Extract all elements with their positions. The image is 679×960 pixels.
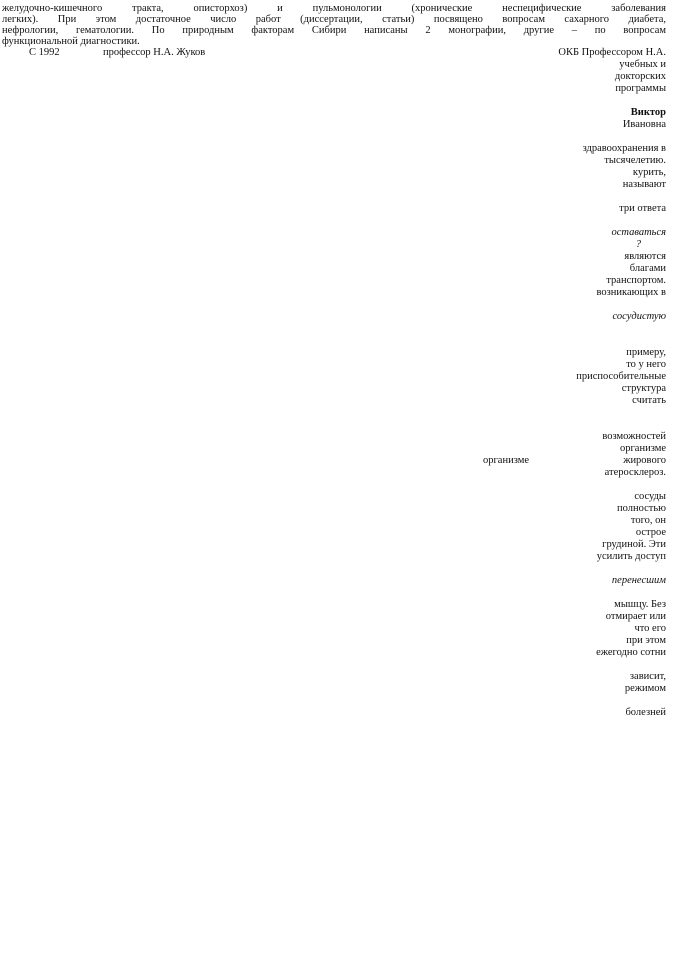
italic-fragment: перенесшим — [611, 575, 666, 586]
text-fragment: возникающих в — [596, 287, 666, 298]
text-fragment: отмирает или — [605, 611, 666, 622]
text-fragment: учебных и — [619, 59, 666, 70]
year-fragment: С 1992 — [29, 47, 60, 58]
text-fragment: тысячелетию. — [604, 155, 666, 166]
text-fragment: благами — [629, 263, 666, 274]
okb-fragment: ОКБ Профессором Н.А. — [558, 47, 666, 58]
text-fragment: три ответа — [619, 203, 666, 214]
text-fragment: того, он — [630, 515, 666, 526]
text-fragment: то у него — [626, 359, 666, 370]
text-fragment: курить, — [632, 167, 666, 178]
text-fragment: зависит, — [629, 671, 666, 682]
text-fragment: грудиной. Эти — [602, 539, 666, 550]
italic-fragment: сосудистую — [612, 311, 666, 322]
text-fragment: усилить доступ — [596, 551, 666, 562]
text-fragment: организме — [619, 443, 666, 454]
paragraph-line: легких). При этом достаточное число работ (диссертации, статьи) посвящено вопросам сахарного диабета, — [2, 14, 666, 25]
paragraph-line: желудочно-кишечного тракта, описторхоз) и пульмонологии (хронические неспецифические заболевания — [2, 3, 666, 14]
text-fragment: атеросклероз. — [604, 467, 666, 478]
text-fragment: при этом — [626, 635, 666, 646]
text-fragment: полностью — [617, 503, 666, 514]
text-fragment: возможностей — [602, 431, 666, 442]
text-fragment: транспортом. — [606, 275, 666, 286]
text-fragment: приспособительные — [576, 371, 666, 382]
text-fragment: режимом — [624, 683, 666, 694]
text-fragment: сосуды — [634, 491, 666, 502]
text-fragment: являются — [624, 251, 666, 262]
intro-paragraph — [2, 3, 666, 47]
text-fragment: здравоохранения в — [582, 143, 666, 154]
paragraph-line: функциональной диагностики. — [2, 36, 140, 47]
text-fragment: жирового — [623, 455, 666, 466]
text-fragment: болезней — [625, 707, 666, 718]
text-fragment: называют — [622, 179, 666, 190]
professor-fragment: профессор Н.А. Жуков — [103, 47, 206, 58]
text-fragment: мышцу. Без — [614, 599, 666, 610]
text-fragment: ежегодно сотни — [596, 647, 666, 658]
text-fragment: докторских — [614, 71, 666, 82]
text-fragment: программы — [615, 83, 666, 94]
bold-fragment: Виктор — [630, 107, 666, 118]
text-fragment: что его — [634, 623, 666, 634]
italic-fragment: оставаться — [611, 227, 666, 238]
text-fragment: Ивановна — [622, 119, 666, 130]
italic-fragment: ? — [635, 239, 641, 250]
text-fragment: считать — [632, 395, 666, 406]
text-fragment: острое — [635, 527, 666, 538]
text-fragment: структура — [621, 383, 666, 394]
left-fragment: организме — [483, 455, 530, 466]
text-fragment: примеру, — [626, 347, 666, 358]
paragraph-line: нефрологии, гематологии. По природным факторам Сибири написаны 2 монографии, другие – по вопросам — [2, 25, 666, 36]
